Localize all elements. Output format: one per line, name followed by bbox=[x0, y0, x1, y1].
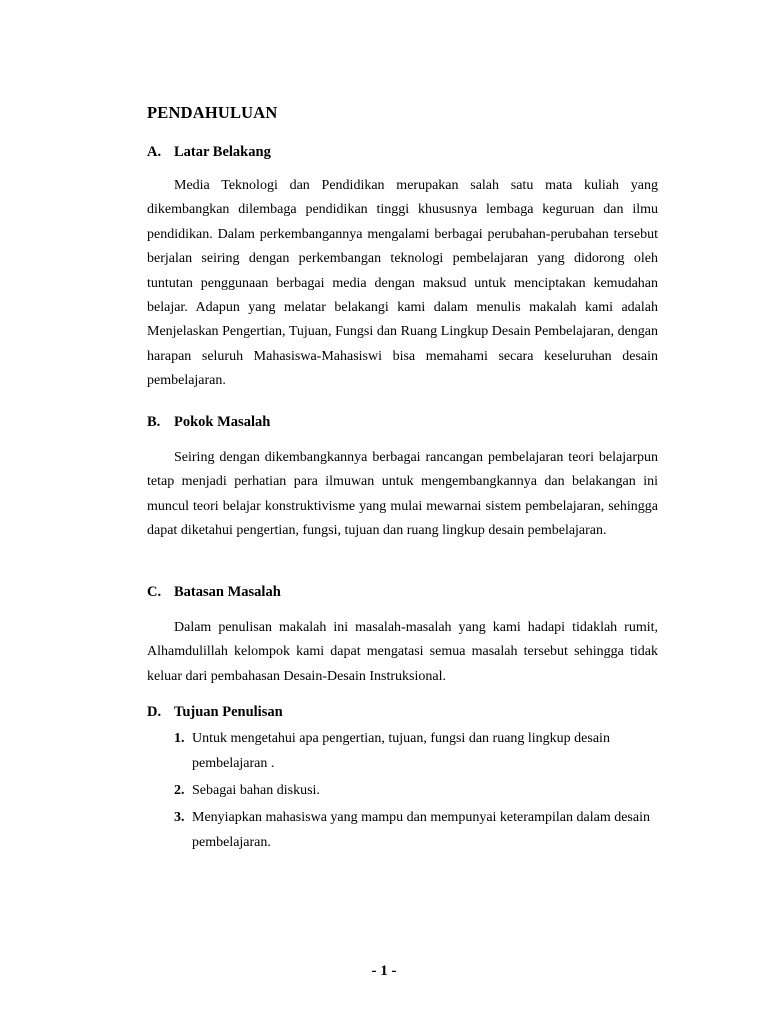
list-item-text: Untuk mengetahui apa pengertian, tujuan, fungsi dan ruang lingkup desain pembelajaran . bbox=[192, 731, 610, 771]
list-item bbox=[174, 805, 658, 855]
list-item bbox=[174, 726, 658, 776]
paragraph-batasan-masalah: Dalam penulisan makalah ini masalah-masalah yang kami hadapi tidaklah rumit, Alhamdulillah kelompok kami dapat mengatasi semua masalah tersebut sehingga tidak keluar dari pembahasan Desain-Desain Instruksional. bbox=[147, 620, 658, 684]
section-heading-pokok-masalah bbox=[147, 414, 270, 431]
page-number: - 1 - bbox=[371, 963, 397, 979]
list-item-number: 3. bbox=[174, 810, 185, 825]
list-item-text: Menyiapkan mahasiswa yang mampu dan mempunyai keterampilan dalam desain pembelajaran. bbox=[192, 810, 650, 850]
list-item bbox=[174, 778, 658, 803]
paragraph-pokok-masalah: Seiring dengan dikembangkannya berbagai rancangan pembelajaran teori belajarpun tetap menjadi perhatian para ilmuwan untuk mengembangkannya dan belakangan ini muncul teori belajar konstruktivisme yang mulai mewarnai sistem pembelajaran, sehingga dapat diketahui pengertian, fungsi, tujuan dan ruang lingkup desain pembelajaran. bbox=[147, 450, 658, 539]
section-letter: C. bbox=[147, 584, 162, 600]
page-title: PENDAHULUAN bbox=[147, 103, 278, 122]
section-heading-latar-belakang bbox=[147, 144, 271, 161]
paragraph-latar-belakang: Media Teknologi dan Pendidikan merupakan salah satu mata kuliah yang dikembangkan dilembaga pendidikan tinggi khususnya lembaga keguruan dan ilmu pendidikan. Dalam perkembangannya mengalami berbagai perubahan-perubahan tersebut berjalan seiring dengan perkembangan teknologi pembelajaran yang didorong oleh tuntutan penggunaan berbagai media dengan maksud untuk menciptakan kemudahan belajar. Adapun yang melatar belakangi kami dalam menulis makalah kami adalah Menjelaskan Pengertian, Tujuan, Fungsi dan Ruang Lingkup Desain Pembelajaran, dengan harapan seluruh Mahasiswa-Mahasiswi bisa memahami secara keseluruhan desain pembelajaran. bbox=[147, 178, 658, 389]
section-title: Pokok Masalah bbox=[174, 414, 271, 430]
section-letter: B. bbox=[147, 414, 161, 430]
list-item-text: Sebagai bahan diskusi. bbox=[192, 783, 320, 798]
section-letter: A. bbox=[147, 144, 162, 160]
tujuan-list bbox=[174, 726, 658, 857]
list-item-number: 2. bbox=[174, 783, 185, 798]
section-title: Tujuan Penulisan bbox=[174, 704, 283, 720]
section-title: Latar Belakang bbox=[174, 144, 271, 160]
section-heading-batasan-masalah bbox=[147, 584, 281, 601]
section-heading-tujuan-penulisan bbox=[147, 704, 283, 721]
list-item-number: 1. bbox=[174, 731, 185, 746]
section-letter: D. bbox=[147, 704, 162, 720]
section-title: Batasan Masalah bbox=[174, 584, 281, 600]
